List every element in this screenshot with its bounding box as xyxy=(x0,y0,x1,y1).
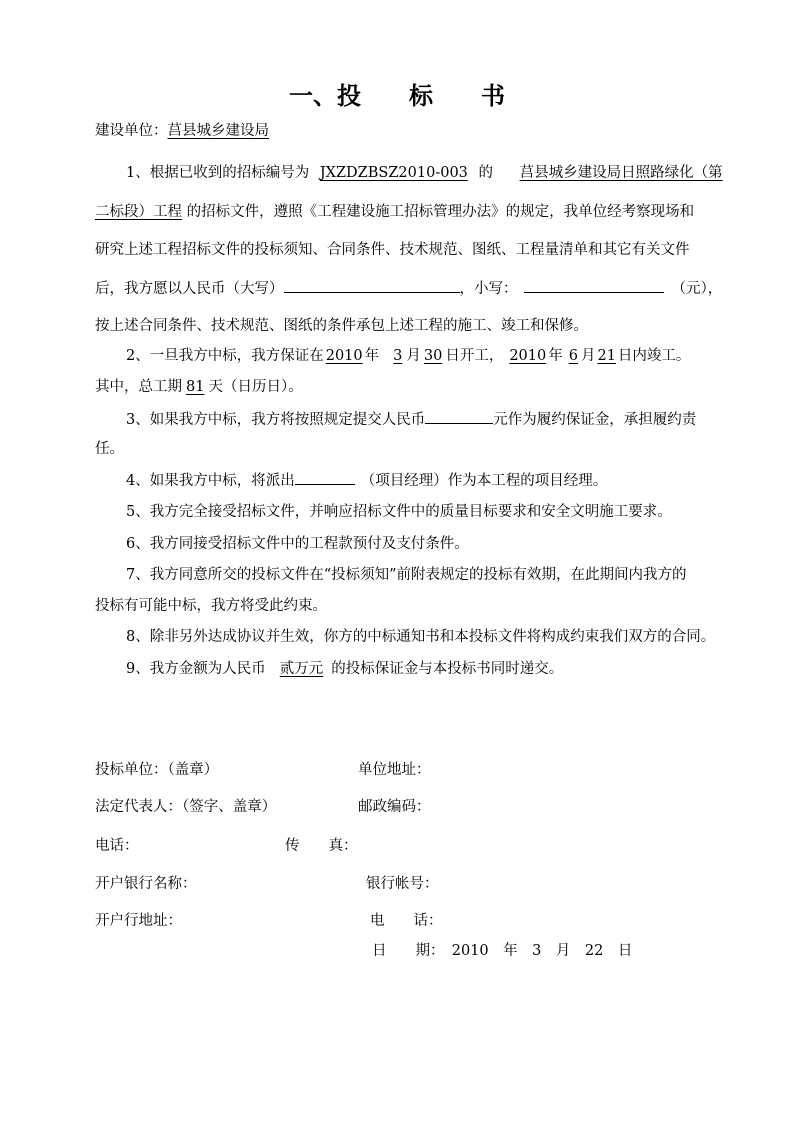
bank-name-label: 开户银行名称： xyxy=(95,876,197,892)
tender-code: JXZDZBSZ2010-003 xyxy=(319,165,468,181)
unit-address-label: 单位地址： xyxy=(358,762,431,778)
p8-line: 8、除非另外达成协议并生效，你方的中标通知书和本投标文件将构成约束我们双方的合同。 xyxy=(126,629,716,645)
start-day: 30 xyxy=(423,348,443,364)
p2-line2: 其中，总工期 81 天（日历日）。 xyxy=(95,379,303,395)
total-days: 81 xyxy=(186,379,205,395)
construction-unit-value: 莒县城乡建设局 xyxy=(167,123,269,139)
p1-line3: 研究上述工程招标文件的投标须知、合同条件、技术规范、图纸、工程量清单和其它有关文件 xyxy=(95,242,690,258)
amount-figures-blank xyxy=(524,278,664,293)
fax-label: 传 真： xyxy=(285,838,358,854)
end-month: 6 xyxy=(568,348,578,364)
start-year: 2010 xyxy=(325,348,363,364)
p1-line5: 按上述合同条件、技术规范、图纸的条件承包上述工程的施工、竣工和保修。 xyxy=(95,318,588,334)
p3-line1: 3、如果我方中标，我方将按照规定提交人民币 元作为履约保证金，承担履约责 xyxy=(126,409,696,430)
phone2-label: 电 话： xyxy=(370,913,443,929)
p1-line2: 二标段）工程 的招标文件，遵照《工程建设施工招标管理办法》的规定，我单位经考察现场和 xyxy=(95,204,695,220)
document-title: 一、投 标 书 xyxy=(289,81,505,110)
legal-rep-label: 法定代表人：（签字、盖章） xyxy=(95,799,277,815)
p6-line: 6、我方同接受招标文件中的工程款预付及支付条件。 xyxy=(126,536,469,552)
end-year: 2010 xyxy=(509,348,547,364)
phone-label: 电话： xyxy=(95,838,139,854)
bank-account-label: 银行帐号： xyxy=(366,876,439,892)
p7-line1: 7、我方同意所交的投标文件在“投标须知”前附表规定的投标有效期，在此期间内我方的 xyxy=(126,567,687,583)
project-name-part1: 莒县城乡建设局日照路绿化（第 xyxy=(519,165,723,181)
project-manager-blank xyxy=(295,470,355,485)
postcode-label: 邮政编码： xyxy=(358,799,431,815)
project-name-part2: 二标段）工程 xyxy=(95,204,182,220)
construction-unit-label: 建设单位： xyxy=(95,123,168,139)
p5-line: 5、我方完全接受招标文件，并响应招标文件中的质量目标要求和安全文明施工要求。 xyxy=(126,504,672,520)
start-month: 3 xyxy=(393,348,403,364)
p2-line1: 2、一旦我方中标，我方保证在 2010 年 3 月 30 日开工， 2010 年 6 月 21 日内竣工。 xyxy=(126,348,691,364)
bidder-seal-label: 投标单位：（盖章） xyxy=(95,762,219,778)
p1-line1: 1、根据已收到的招标编号为 JXZDZBSZ2010-003 的 莒县城乡建设局日照路绿化（第 xyxy=(126,165,723,181)
bid-bond-amount: 贰万元 xyxy=(279,661,324,677)
end-day: 21 xyxy=(597,348,616,364)
p3-line2: 任。 xyxy=(95,441,124,457)
p4-line: 4、如果我方中标，将派出 （项目经理）作为本工程的项目经理。 xyxy=(126,470,607,491)
p9-line: 9、我方金额为人民币 贰万元 的投标保证金与本投标书同时递交。 xyxy=(126,661,564,677)
p1-line4: 后，我方愿以人民币（大写） ，小写： （元）， xyxy=(95,278,722,299)
construction-unit-line xyxy=(95,121,269,141)
p7-line2: 投标有可能中标，我方将受此约束。 xyxy=(95,598,327,614)
amount-words-blank xyxy=(284,278,460,293)
date-line: 日 期： 2010 年 3 月 22 日 xyxy=(372,943,633,959)
performance-bond-blank xyxy=(425,409,493,424)
bank-address-label: 开户行地址： xyxy=(95,913,182,929)
